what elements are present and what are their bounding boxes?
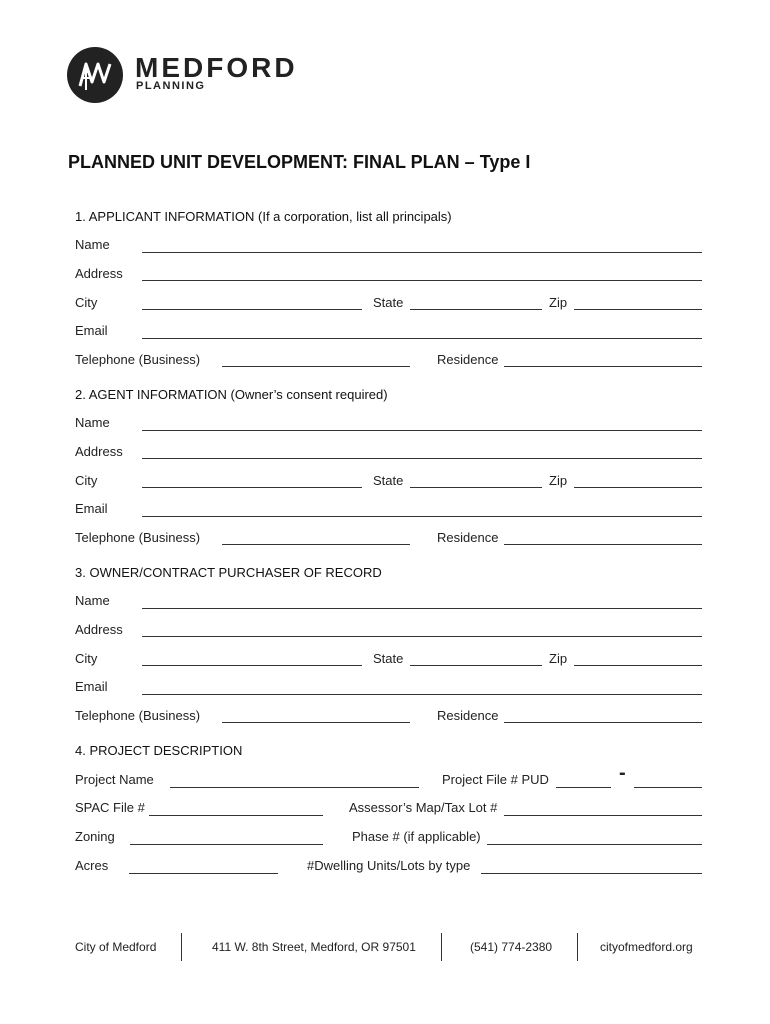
zoning-field[interactable] (130, 844, 323, 845)
applicant-residence-field[interactable] (504, 366, 702, 367)
footer-divider (577, 933, 578, 961)
section-heading-owner: 3. OWNER/CONTRACT PURCHASER OF RECORD (75, 565, 382, 580)
owner-telephone-label: Telephone (Business) (75, 708, 201, 723)
footer-divider (181, 933, 182, 961)
owner-zip-label: Zip (549, 651, 568, 666)
applicant-residence-label: Residence (437, 352, 499, 367)
phase-field[interactable] (487, 844, 702, 845)
footer-city: City of Medford (75, 940, 157, 954)
owner-state-label: State (373, 651, 404, 666)
applicant-email-field[interactable] (142, 338, 702, 339)
assessor-map-label: Assessor’s Map/Tax Lot # (349, 800, 498, 815)
project-file-field-a[interactable] (556, 787, 611, 788)
footer-divider (441, 933, 442, 961)
owner-city-field[interactable] (142, 665, 362, 666)
agent-city-field[interactable] (142, 487, 362, 488)
agent-state-label: State (373, 473, 404, 488)
applicant-name-field[interactable] (142, 252, 702, 253)
brand-name: MEDFORD (135, 52, 298, 83)
footer-phone: (541) 774-2380 (470, 940, 553, 954)
owner-telephone-field[interactable] (222, 722, 410, 723)
owner-state-field[interactable] (410, 665, 542, 666)
agent-address-label: Address (75, 444, 123, 459)
agent-city-label: City (75, 473, 98, 488)
owner-residence-label: Residence (437, 708, 499, 723)
owner-zip-field[interactable] (574, 665, 702, 666)
owner-name-label: Name (75, 593, 110, 608)
applicant-name-label: Name (75, 237, 110, 252)
spac-file-label: SPAC File # (75, 800, 145, 815)
zoning-label: Zoning (75, 829, 115, 844)
agent-name-label: Name (75, 415, 110, 430)
applicant-telephone-label: Telephone (Business) (75, 352, 201, 367)
project-file-label: Project File # PUD (442, 772, 549, 787)
applicant-zip-label: Zip (549, 295, 568, 310)
owner-email-label: Email (75, 679, 108, 694)
agent-zip-field[interactable] (574, 487, 702, 488)
section-heading-project: 4. PROJECT DESCRIPTION (75, 743, 243, 758)
brand-subtitle: PLANNING (136, 80, 206, 92)
owner-name-field[interactable] (142, 608, 702, 609)
owner-residence-field[interactable] (504, 722, 702, 723)
agent-address-field[interactable] (142, 458, 702, 459)
applicant-telephone-field[interactable] (222, 366, 410, 367)
project-name-label: Project Name (75, 772, 154, 787)
acres-label: Acres (75, 858, 109, 873)
applicant-address-field[interactable] (142, 280, 702, 281)
agent-name-field[interactable] (142, 430, 702, 431)
agent-state-field[interactable] (410, 487, 542, 488)
footer-address: 411 W. 8th Street, Medford, OR 97501 (212, 940, 416, 954)
applicant-address-label: Address (75, 266, 123, 281)
acres-field[interactable] (129, 873, 278, 874)
applicant-zip-field[interactable] (574, 309, 702, 310)
agent-email-label: Email (75, 501, 108, 516)
dwelling-units-label: #Dwelling Units/Lots by type (307, 858, 471, 873)
owner-city-label: City (75, 651, 98, 666)
footer-website[interactable]: cityofmedford.org (600, 940, 693, 954)
project-file-dash: - (619, 762, 626, 784)
applicant-state-field[interactable] (410, 309, 542, 310)
applicant-state-label: State (373, 295, 404, 310)
spac-file-field[interactable] (149, 815, 323, 816)
project-file-field-b[interactable] (634, 787, 702, 788)
agent-email-field[interactable] (142, 516, 702, 517)
agent-zip-label: Zip (549, 473, 568, 488)
project-name-field[interactable] (170, 787, 419, 788)
dwelling-units-field[interactable] (481, 873, 702, 874)
owner-address-field[interactable] (142, 636, 702, 637)
agent-telephone-field[interactable] (222, 544, 410, 545)
agent-residence-field[interactable] (504, 544, 702, 545)
section-heading-applicant: 1. APPLICANT INFORMATION (If a corporation, list all principals) (75, 209, 452, 224)
agent-telephone-label: Telephone (Business) (75, 530, 201, 545)
medford-logo-icon (66, 46, 126, 104)
agent-residence-label: Residence (437, 530, 499, 545)
owner-address-label: Address (75, 622, 123, 637)
phase-label: Phase # (if applicable) (352, 829, 481, 844)
section-heading-agent: 2. AGENT INFORMATION (Owner’s consent required) (75, 387, 388, 402)
applicant-city-label: City (75, 295, 98, 310)
assessor-map-field[interactable] (504, 815, 702, 816)
applicant-city-field[interactable] (142, 309, 362, 310)
applicant-email-label: Email (75, 323, 108, 338)
page-title: PLANNED UNIT DEVELOPMENT: FINAL PLAN – Type I (68, 152, 531, 172)
owner-email-field[interactable] (142, 694, 702, 695)
